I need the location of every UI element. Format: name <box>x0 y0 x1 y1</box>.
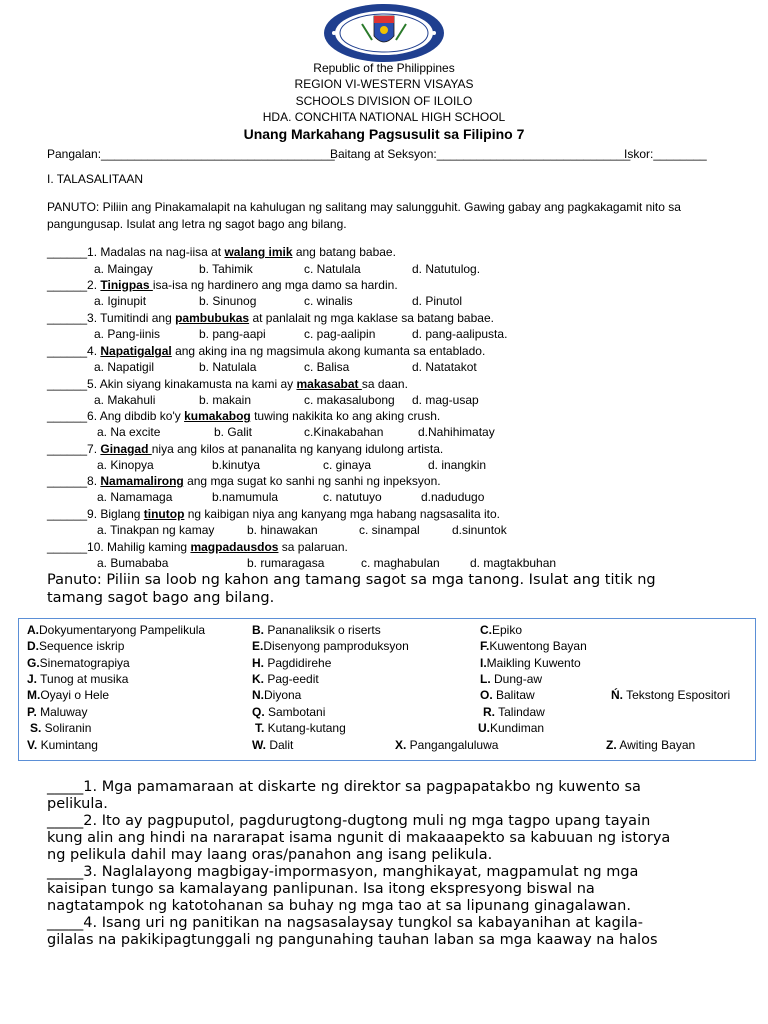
box-choice-g: G.Sinematograpiya <box>27 656 130 670</box>
part2-text-line-8: nagtatampok ng katotohanan sa buhay ng mga tao at sa lipunang ginagalawan. <box>47 898 631 914</box>
choice-4a: a. Napatigil <box>94 360 155 374</box>
choice-5c: c. makasalubong <box>304 393 395 407</box>
part1-instruction-line1: PANUTO: Piliin ang Pinakamalapit na kahulugan ng salitang may salungguhit. Gawing gabay ang pagkakagamit nito sa <box>47 200 681 214</box>
name-field[interactable]: Pangalan:___________________________________ <box>47 147 335 161</box>
question-5: ______5. Akin siyang kinakamusta na kami ay makasabat sa daan. <box>47 377 408 391</box>
question-7: ______7. Ginagad niya ang kilos at pananalita ng kanyang idulong artista. <box>47 442 444 456</box>
choice-1c: c. Natulala <box>304 262 361 276</box>
box-choice-m: M.Oyayi o Hele <box>27 688 110 702</box>
choice-2d: d. Pinutol <box>412 294 463 308</box>
box-choice-w: W. Dalit <box>252 738 294 752</box>
choice-8d: d.nadudugo <box>421 490 485 504</box>
choice-9b: b. hinawakan <box>247 523 318 537</box>
box-choice-h: H. Pagdidirehe <box>252 656 332 670</box>
box-choice-s: S. Soliranin <box>30 721 92 735</box>
part2-text-line-2: pelikula. <box>47 796 108 812</box>
box-choice-r: R. Talindaw <box>483 705 545 719</box>
question-8: ______8. Namamalirong ang mga sugat ko sanhi ng sanhi ng inpeksyon. <box>47 474 441 488</box>
choice-5a: a. Makahuli <box>94 393 156 407</box>
choice-5b: b. makain <box>199 393 252 407</box>
box-choice-q: Q. Sambotani <box>252 705 326 719</box>
box-choice-f: F.Kuwentong Bayan <box>480 639 587 653</box>
box-choice-n: N.Diyona <box>252 688 302 702</box>
section-field[interactable]: Baitang at Seksyon:_____________________________ <box>330 147 631 161</box>
choice-6c: c.Kinakabahan <box>304 425 384 439</box>
header-region: REGION VI-WESTERN VISAYAS <box>294 77 474 91</box>
box-choice-d: D.Sequence iskrip <box>27 639 125 653</box>
choice-6a: a. Na excite <box>97 425 161 439</box>
choice-7b: b.kinutya <box>212 458 261 472</box>
choice-2a: a. Iginupit <box>94 294 147 308</box>
box-choice-t: T. Kutang-kutang <box>255 721 346 735</box>
box-choice-j: J. Tunog at musika <box>27 672 129 686</box>
box-choice-v: V. Kumintang <box>27 738 98 752</box>
choice-8a: a. Namamaga <box>97 490 173 504</box>
choice-7a: a. Kinopya <box>97 458 154 472</box>
header-school: HDA. CONCHITA NATIONAL HIGH SCHOOL <box>262 110 506 124</box>
choice-10b: b. rumaragasa <box>247 556 325 570</box>
box-choice-b: B. Pananaliksik o riserts <box>252 623 381 637</box>
choice-7c: c. ginaya <box>323 458 372 472</box>
choice-4c: c. Balisa <box>304 360 350 374</box>
choice-6b: b. Galit <box>214 425 253 439</box>
box-choice-o: O. Balitaw <box>480 688 535 702</box>
header-republic: Republic of the Philippines <box>313 61 455 75</box>
choice-3a: a. Pang-iinis <box>94 327 161 341</box>
choice-9a: a. Tinakpan ng kamay <box>97 523 215 537</box>
question-10: ______10. Mahilig kaming magpadausdos sa palaruan. <box>47 540 348 554</box>
header-division: SCHOOLS DIVISION OF ILOILO <box>295 94 473 108</box>
part2-instruction-line1: Panuto: Piliin sa loob ng kahon ang tamang sagot sa mga tanong. Isulat ang titik ng <box>47 572 656 588</box>
choice-2b: b. Sinunog <box>199 294 257 308</box>
box-choice-a: A.Dokyumentaryong Pampelikula <box>27 623 206 637</box>
choice-3b: b. pang-aapi <box>199 327 266 341</box>
box-choice-x: X. Pangangaluluwa <box>395 738 499 752</box>
part2-text-line-4: kung alin ang hindi na nararapat isama ngunit di makaaapekto sa kabuuan ng istorya <box>47 830 671 846</box>
question-3: ______3. Tumitindi ang pambubukas at panlalait ng mga kaklase sa batang babae. <box>47 311 494 325</box>
box-choice-k: K. Pag-eedit <box>252 672 319 686</box>
page-title: Unang Markahang Pagsusulit sa Filipino 7 <box>243 126 525 142</box>
part2-text-line-3: _____2. Ito ay pagpuputol, pagdurugtong-dugtong muli ng mga tagpo upang tayain <box>47 813 651 829</box>
choice-4b: b. Natulala <box>199 360 257 374</box>
choice-5d: d. mag-usap <box>412 393 479 407</box>
choice-6d: d.Nahihimatay <box>418 425 495 439</box>
choice-7d: d. inangkin <box>428 458 487 472</box>
deped-seal-logo <box>322 2 446 64</box>
box-choice-l: L. Dung-aw <box>480 672 543 686</box>
choice-4d: d. Natatakot <box>412 360 477 374</box>
choice-10a: a. Bumababa <box>97 556 169 570</box>
choice-8c: c. natutuyo <box>323 490 382 504</box>
question-6: ______6. Ang dibdib ko'y kumakabog tuwing nakikita ko ang aking crush. <box>47 409 441 423</box>
choice-3c: c. pag-aalipin <box>304 327 376 341</box>
box-choice-p: P. Maluway <box>27 705 88 719</box>
question-9: ______9. Biglang tinutop ng kaibigan niya ang kanyang mga habang nagsasalita ito. <box>47 507 500 521</box>
question-1: ______1. Madalas na nag-iisa at walang imik ang batang babae. <box>47 245 396 259</box>
choice-10d: d. magtakbuhan <box>470 556 557 570</box>
part2-text-line-9: _____4. Isang uri ng panitikan na nagsasalaysay tungkol sa kabayanihan at kagila- <box>47 915 643 931</box>
choice-1d: d. Natutulog. <box>412 262 481 276</box>
part2-text-line-5: ng pelikula dahil may laang oras/panahon ang isang pelikula. <box>47 847 493 863</box>
question-2: ______2. Tinigpas isa-isa ng hardinero ang mga damo sa hardin. <box>47 278 398 292</box>
part2-text-line-7: kaisipan tungo sa kamalayang panlipunan. Isa itong ekspresyong biswal na <box>47 881 595 897</box>
choice-2c: c. winalis <box>304 294 353 308</box>
part2-text-line-10: gilalas na pakikipagtunggali ng pangunahing tauhan laban sa mga kaaway na halos <box>47 932 658 948</box>
box-choice-c: C.Epiko <box>480 623 523 637</box>
box-choice-u: U.Kundiman <box>478 721 545 735</box>
choice-3d: d. pang-aalipusta. <box>412 327 508 341</box>
choice-10c: c. maghabulan <box>361 556 440 570</box>
box-choice-e: E.Disenyong pamproduksyon <box>252 639 409 653</box>
part2-text-line-1: _____1. Mga pamamaraan at diskarte ng direktor sa pagpapatakbo ng kuwento sa <box>47 779 641 795</box>
choice-1b: b. Tahimik <box>199 262 253 276</box>
box-choice-z: Z. Awiting Bayan <box>606 738 696 752</box>
part2-text-line-6: _____3. Naglalayong magbigay-impormasyon, manghikayat, magpamulat ng mga <box>47 864 639 880</box>
choice-9c: c. sinampal <box>359 523 420 537</box>
choice-8b: b.namumula <box>212 490 279 504</box>
choice-1a: a. Maingay <box>94 262 153 276</box>
score-field[interactable]: Iskor:________ <box>624 147 707 161</box>
question-4: ______4. Napatigalgal ang aking ina ng magsimula akong kumanta sa entablado. <box>47 344 486 358</box>
part2-instruction-line2: tamang sagot bago ang bilang. <box>47 590 275 606</box>
box-choice-n-acute: Ń. Tekstong Espositori <box>611 688 731 702</box>
part1-heading: I. TALASALITAAN <box>47 172 144 186</box>
choice-9d: d.sinuntok <box>452 523 507 537</box>
box-choice-i: I.Maikling Kuwento <box>480 656 581 670</box>
part1-instruction-line2: pangungusap. Isulat ang letra ng sagot bago ang bilang. <box>47 217 347 231</box>
